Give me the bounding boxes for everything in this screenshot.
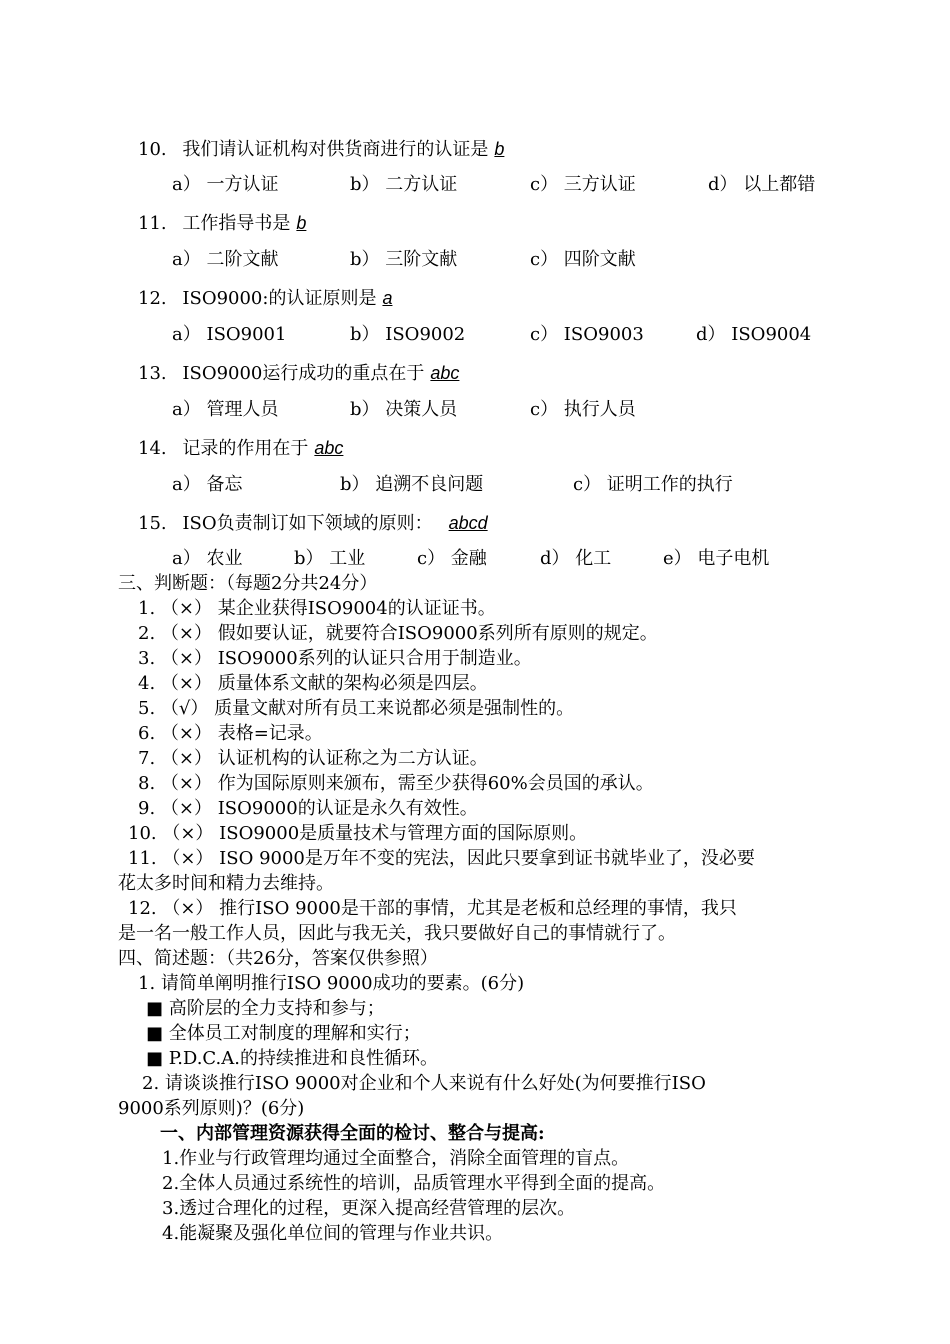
answer-blank: b xyxy=(296,213,307,233)
tf-item-11: 11. （×） ISO 9000是万年不变的宪法，因此只要拿到证书就毕业了，没必要 xyxy=(128,848,755,869)
question-number: 12. xyxy=(138,288,167,309)
tf-item-4: 4. （×） 质量体系文献的架构必须是四层。 xyxy=(138,673,488,694)
question-13 xyxy=(138,361,473,386)
question-12 xyxy=(138,286,406,311)
option: b） 三阶文献 xyxy=(350,249,458,270)
tf-item-5: 5. （√） 质量文献对所有员工来说都必须是强制性的。 xyxy=(138,698,575,719)
tf-item-8: 8. （×） 作为国际原则来颁布，需至少获得60%会员国的承认。 xyxy=(138,773,654,794)
question-15 xyxy=(138,511,502,536)
option: b） 工业 xyxy=(294,548,366,569)
answer-blank: abcd xyxy=(448,513,488,533)
sa-q1-bullet: ■ 全体员工对制度的理解和实行； xyxy=(146,1023,421,1044)
option: e） 电子电机 xyxy=(663,548,770,569)
option: b） ISO9002 xyxy=(350,324,466,345)
option: d） 以上都错 xyxy=(708,174,816,195)
question-stem: 记录的作用在于 xyxy=(182,438,309,459)
question-stem: 工作指导书是 xyxy=(182,213,291,234)
question-stem: ISO9000运行成功的重点在于 xyxy=(182,363,425,384)
sa-question-2-cont: 9000系列原则)？(6分) xyxy=(118,1098,305,1119)
option: c） 执行人员 xyxy=(530,399,636,420)
tf-item-12: 12. （×） 推行ISO 9000是干部的事情，尤其是老板和总经理的事情，我只 xyxy=(128,898,737,919)
tf-item-1: 1. （×） 某企业获得ISO9004的认证证书。 xyxy=(138,598,496,619)
section-heading-short-answer: 四、简述题：（共26分，答案仅供参照） xyxy=(118,948,438,969)
question-stem: ISO负责制订如下领域的原则： xyxy=(182,513,433,534)
option: c） 四阶文献 xyxy=(530,249,636,270)
option: c） ISO9003 xyxy=(530,324,644,345)
option: a） 管理人员 xyxy=(172,399,279,420)
sa-q1-bullet: ■ 高阶层的全力支持和参与； xyxy=(146,998,385,1019)
answer-blank: abc xyxy=(314,438,344,458)
option: a） 备忘 xyxy=(172,474,243,495)
tf-item-7: 7. （×） 认证机构的认证称之为二方认证。 xyxy=(138,748,488,769)
tf-item-10: 10. （×） ISO9000是质量技术与管理方面的国际原则。 xyxy=(128,823,588,844)
sa-q2-point: 2.全体人员通过系统性的培训，品质管理水平得到全面的提高。 xyxy=(162,1173,666,1194)
tf-item-9: 9. （×） ISO9000的认证是永久有效性。 xyxy=(138,798,478,819)
question-number: 10. xyxy=(138,139,167,160)
tf-item-3: 3. （×） ISO9000系列的认证只合用于制造业。 xyxy=(138,648,532,669)
sa-q2-point: 4.能凝聚及强化单位间的管理与作业共识。 xyxy=(162,1223,504,1244)
question-10 xyxy=(138,137,518,162)
question-number: 13. xyxy=(138,363,167,384)
option: b） 追溯不良问题 xyxy=(340,474,484,495)
question-number: 15. xyxy=(138,513,167,534)
tf-item-6: 6. （×） 表格=记录。 xyxy=(138,723,323,744)
option: d） 化工 xyxy=(540,548,612,569)
section-heading-true-false: 三、判断题：（每题2分共24分） xyxy=(118,573,378,594)
tf-item-2: 2. （×） 假如要认证，就要符合ISO9000系列所有原则的规定。 xyxy=(138,623,658,644)
question-stem: ISO9000:的认证原则是 xyxy=(182,288,377,309)
option: c） 证明工作的执行 xyxy=(573,474,733,495)
question-stem: 我们请认证机构对供货商进行的认证是 xyxy=(182,139,489,160)
tf-item-12-cont: 是一名一般工作人员，因此与我无关，我只要做好自己的事情就行了。 xyxy=(118,923,676,944)
sa-q2-point: 1.作业与行政管理均通过全面整合，消除全面管理的盲点。 xyxy=(162,1148,630,1169)
sa-question-1: 1. 请简单阐明推行ISO 9000成功的要素。(6分) xyxy=(138,973,525,994)
tf-item-11-cont: 花太多时间和精力去维持。 xyxy=(118,873,334,894)
option: c） 金融 xyxy=(417,548,487,569)
question-14 xyxy=(138,436,357,461)
option: d） ISO9004 xyxy=(696,324,812,345)
option: c） 三方认证 xyxy=(530,174,636,195)
question-number: 14. xyxy=(138,438,167,459)
sa-q2-point: 3.透过合理化的过程，更深入提高经营管理的层次。 xyxy=(162,1198,576,1219)
option: a） 二阶文献 xyxy=(172,249,279,270)
sa-question-2: 2. 请谈谈推行ISO 9000对企业和个人来说有什么好处(为何要推行ISO xyxy=(142,1073,706,1094)
question-number: 11. xyxy=(138,213,167,234)
answer-blank: abc xyxy=(430,363,460,383)
option: b） 决策人员 xyxy=(350,399,458,420)
answer-blank: a xyxy=(382,288,393,308)
answer-blank: b xyxy=(494,139,505,159)
option: a） 农业 xyxy=(172,548,243,569)
option: b） 二方认证 xyxy=(350,174,458,195)
option: a） ISO9001 xyxy=(172,324,287,345)
sa-q1-bullet: ■ P.D.C.A.的持续推进和良性循环。 xyxy=(146,1048,438,1069)
option: a） 一方认证 xyxy=(172,174,279,195)
question-11 xyxy=(138,211,320,236)
sa-q2-subheading: 一、内部管理资源获得全面的检讨、整合与提高: xyxy=(160,1123,545,1144)
